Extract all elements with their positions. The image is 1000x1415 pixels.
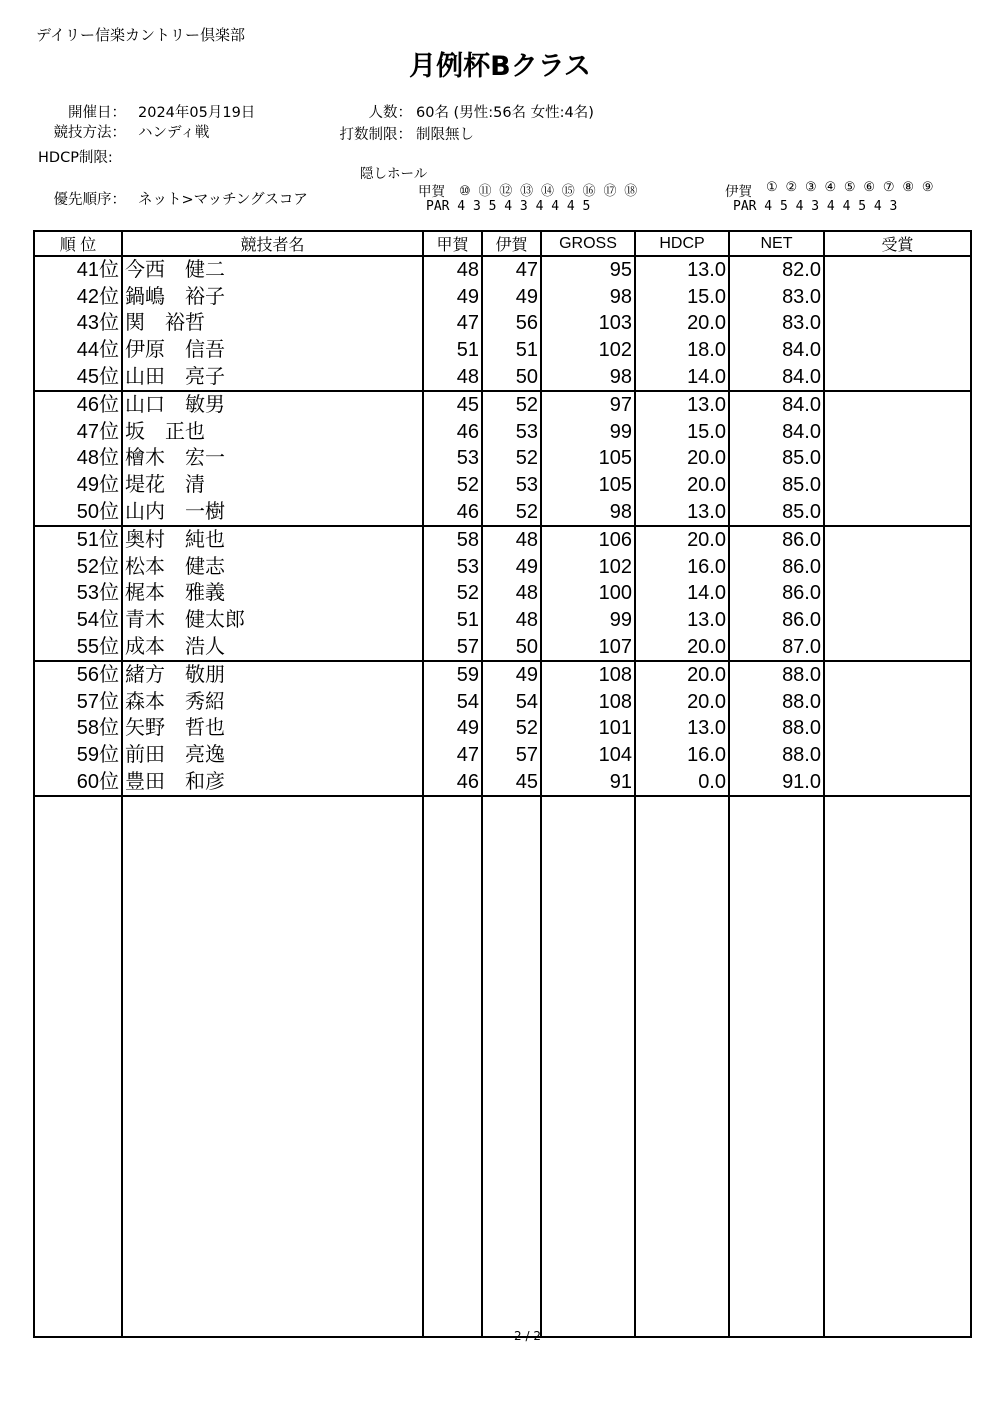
hdcp-cell: 20.0: [635, 633, 729, 661]
out-score-cell: 46: [423, 498, 482, 526]
out-score-cell: 58: [423, 526, 482, 554]
participants-label: 人数：: [368, 105, 412, 121]
out-score-cell: 48: [423, 256, 482, 284]
net-cell: 83.0: [729, 310, 824, 337]
name-cell: 森本 秀紹: [122, 689, 423, 716]
col-rank-header: 順 位: [34, 231, 122, 256]
gross-cell: 98: [541, 363, 635, 391]
rank-cell: 54位: [34, 607, 122, 634]
out-hole-numbers: ⑩ ⑪ ⑫ ⑬ ⑭ ⑮ ⑯ ⑰ ⑱: [459, 184, 638, 199]
award-cell: [824, 580, 971, 607]
in-course-name: 伊賀: [725, 184, 752, 200]
in-score-cell: 48: [482, 580, 541, 607]
gross-cell: 97: [541, 391, 635, 419]
rank-cell: 42位: [34, 284, 122, 311]
col-out-header: 甲賀: [423, 231, 482, 256]
award-cell: [824, 661, 971, 689]
gross-cell: 99: [541, 419, 635, 446]
method-value: ハンディ戦: [138, 125, 210, 141]
in-score-cell: 48: [482, 526, 541, 554]
hdcp-cell: 16.0: [635, 554, 729, 581]
award-cell: [824, 742, 971, 769]
table-row: [34, 689, 971, 716]
table-row: [34, 715, 971, 742]
gross-cell: 108: [541, 689, 635, 716]
in-score-cell: 54: [482, 689, 541, 716]
award-cell: [824, 526, 971, 554]
hdcp-cell: 15.0: [635, 419, 729, 446]
rank-cell: 43位: [34, 310, 122, 337]
table-row: [34, 580, 971, 607]
out-score-cell: 59: [423, 661, 482, 689]
rank-cell: 48位: [34, 445, 122, 472]
net-cell: 86.0: [729, 607, 824, 634]
award-cell: [824, 310, 971, 337]
gross-cell: 102: [541, 337, 635, 364]
gross-cell: 107: [541, 633, 635, 661]
in-score-cell: 52: [482, 445, 541, 472]
name-cell: 梶本 雅義: [122, 580, 423, 607]
gross-cell: 105: [541, 472, 635, 499]
col-in-header: 伊賀: [482, 231, 541, 256]
hdcp-cell: 20.0: [635, 472, 729, 499]
table-row: [34, 607, 971, 634]
gross-cell: 106: [541, 526, 635, 554]
table-row: [34, 661, 971, 689]
out-score-cell: 49: [423, 284, 482, 311]
name-cell: 坂 正也: [122, 419, 423, 446]
hdcp-cell: 13.0: [635, 607, 729, 634]
award-cell: [824, 419, 971, 446]
in-par-values: PAR 4 5 4 3 4 4 5 4 3: [733, 199, 898, 214]
in-score-cell: 49: [482, 284, 541, 311]
results-body: [34, 256, 971, 1337]
rank-cell: 58位: [34, 715, 122, 742]
in-score-cell: 48: [482, 607, 541, 634]
col-gross-header: GROSS: [541, 231, 635, 256]
out-score-cell: 46: [423, 419, 482, 446]
award-cell: [824, 472, 971, 499]
table-row: [34, 445, 971, 472]
name-cell: 奥村 純也: [122, 526, 423, 554]
rank-cell: 41位: [34, 256, 122, 284]
name-cell: 山田 亮子: [122, 363, 423, 391]
out-score-cell: 53: [423, 445, 482, 472]
gross-cell: 95: [541, 256, 635, 284]
award-cell: [824, 445, 971, 472]
net-cell: 88.0: [729, 689, 824, 716]
name-cell: 矢野 哲也: [122, 715, 423, 742]
rank-cell: 59位: [34, 742, 122, 769]
out-score-cell: 45: [423, 391, 482, 419]
rank-cell: 60位: [34, 768, 122, 796]
table-row: [34, 768, 971, 796]
net-cell: 87.0: [729, 633, 824, 661]
out-score-cell: 46: [423, 768, 482, 796]
out-score-cell: 54: [423, 689, 482, 716]
rank-cell: 46位: [34, 391, 122, 419]
method-label: 競技方法：: [53, 125, 126, 141]
hdcp-cell: 18.0: [635, 337, 729, 364]
gross-cell: 108: [541, 661, 635, 689]
name-cell: 檜木 宏一: [122, 445, 423, 472]
in-score-cell: 52: [482, 391, 541, 419]
rank-cell: 55位: [34, 633, 122, 661]
priority-value: ネット>マッチングスコア: [138, 192, 308, 208]
table-row: [34, 633, 971, 661]
net-cell: 85.0: [729, 498, 824, 526]
hdcp-limit-label: HDCP制限:: [38, 150, 113, 166]
gross-cell: 99: [541, 607, 635, 634]
rank-cell: 47位: [34, 419, 122, 446]
name-cell: 山内 一樹: [122, 498, 423, 526]
results-table: [33, 230, 972, 1338]
gross-cell: 101: [541, 715, 635, 742]
net-cell: 86.0: [729, 554, 824, 581]
hdcp-cell: 0.0: [635, 768, 729, 796]
table-row: [34, 498, 971, 526]
in-score-cell: 57: [482, 742, 541, 769]
net-cell: 85.0: [729, 472, 824, 499]
hdcp-cell: 15.0: [635, 284, 729, 311]
out-score-cell: 53: [423, 554, 482, 581]
hdcp-cell: 13.0: [635, 391, 729, 419]
award-cell: [824, 554, 971, 581]
net-cell: 84.0: [729, 363, 824, 391]
name-cell: 伊原 信吾: [122, 337, 423, 364]
award-cell: [824, 256, 971, 284]
table-row: [34, 337, 971, 364]
in-score-cell: 50: [482, 363, 541, 391]
table-header-row: [34, 231, 971, 256]
in-score-cell: 52: [482, 715, 541, 742]
in-score-cell: 49: [482, 661, 541, 689]
net-cell: 88.0: [729, 661, 824, 689]
rank-cell: 56位: [34, 661, 122, 689]
date-value: 2024年05月19日: [138, 105, 256, 121]
stroke-limit-value: 制限無し: [416, 127, 474, 143]
out-course-name: 甲賀: [418, 184, 445, 200]
award-cell: [824, 689, 971, 716]
hdcp-cell: 20.0: [635, 661, 729, 689]
out-score-cell: 47: [423, 742, 482, 769]
hdcp-cell: 20.0: [635, 689, 729, 716]
out-score-cell: 57: [423, 633, 482, 661]
name-cell: 鍋嶋 裕子: [122, 284, 423, 311]
in-score-cell: 56: [482, 310, 541, 337]
table-row: [34, 526, 971, 554]
gross-cell: 104: [541, 742, 635, 769]
net-cell: 88.0: [729, 715, 824, 742]
hdcp-cell: 13.0: [635, 715, 729, 742]
net-cell: 91.0: [729, 768, 824, 796]
award-cell: [824, 498, 971, 526]
out-score-cell: 51: [423, 337, 482, 364]
gross-cell: 105: [541, 445, 635, 472]
out-score-cell: 47: [423, 310, 482, 337]
rank-cell: 51位: [34, 526, 122, 554]
net-cell: 82.0: [729, 256, 824, 284]
table-row: [34, 391, 971, 419]
out-score-cell: 49: [423, 715, 482, 742]
name-cell: 成本 浩人: [122, 633, 423, 661]
hdcp-cell: 13.0: [635, 256, 729, 284]
net-cell: 86.0: [729, 526, 824, 554]
award-cell: [824, 363, 971, 391]
gross-cell: 98: [541, 498, 635, 526]
net-cell: 85.0: [729, 445, 824, 472]
page-number: 2 / 2: [514, 1329, 541, 1343]
col-hdcp-header: HDCP: [635, 231, 729, 256]
hdcp-cell: 14.0: [635, 363, 729, 391]
net-cell: 86.0: [729, 580, 824, 607]
name-cell: 豊田 和彦: [122, 768, 423, 796]
rank-cell: 52位: [34, 554, 122, 581]
hdcp-cell: 20.0: [635, 310, 729, 337]
in-score-cell: 53: [482, 472, 541, 499]
page-title: 月例杯Bクラス: [409, 51, 591, 82]
in-score-cell: 52: [482, 498, 541, 526]
rank-cell: 57位: [34, 689, 122, 716]
name-cell: 山口 敏男: [122, 391, 423, 419]
hdcp-cell: 13.0: [635, 498, 729, 526]
participants-value: 60名 (男性:56名 女性:4名): [416, 105, 594, 121]
in-score-cell: 49: [482, 554, 541, 581]
out-score-cell: 48: [423, 363, 482, 391]
hdcp-cell: 20.0: [635, 445, 729, 472]
net-cell: 84.0: [729, 419, 824, 446]
name-cell: 関 裕哲: [122, 310, 423, 337]
in-score-cell: 53: [482, 419, 541, 446]
gross-cell: 91: [541, 768, 635, 796]
name-cell: 緒方 敬朋: [122, 661, 423, 689]
table-row: [34, 284, 971, 311]
name-cell: 今西 健二: [122, 256, 423, 284]
award-cell: [824, 337, 971, 364]
empty-filler-row: [34, 796, 971, 1337]
club-name: デイリー信楽カントリー倶楽部: [36, 26, 245, 44]
award-cell: [824, 633, 971, 661]
net-cell: 84.0: [729, 391, 824, 419]
net-cell: 84.0: [729, 337, 824, 364]
gross-cell: 103: [541, 310, 635, 337]
out-score-cell: 51: [423, 607, 482, 634]
table-row: [34, 256, 971, 284]
col-net-header: NET: [729, 231, 824, 256]
award-cell: [824, 607, 971, 634]
table-row: [34, 419, 971, 446]
out-score-cell: 52: [423, 472, 482, 499]
name-cell: 前田 亮逸: [122, 742, 423, 769]
stroke-limit-label: 打数制限：: [339, 127, 412, 143]
table-row: [34, 472, 971, 499]
name-cell: 松本 健志: [122, 554, 423, 581]
out-par-values: PAR 4 3 5 4 3 4 4 4 5: [426, 199, 591, 214]
in-score-cell: 47: [482, 256, 541, 284]
table-row: [34, 310, 971, 337]
rank-cell: 49位: [34, 472, 122, 499]
hdcp-cell: 14.0: [635, 580, 729, 607]
gross-cell: 100: [541, 580, 635, 607]
rank-cell: 50位: [34, 498, 122, 526]
in-score-cell: 45: [482, 768, 541, 796]
hidden-holes-label: 隠しホール: [360, 166, 428, 182]
award-cell: [824, 768, 971, 796]
rank-cell: 45位: [34, 363, 122, 391]
in-hole-numbers: ① ② ③ ④ ⑤ ⑥ ⑦ ⑧ ⑨: [766, 180, 934, 195]
col-award-header: 受賞: [824, 231, 971, 256]
rank-cell: 53位: [34, 580, 122, 607]
in-score-cell: 50: [482, 633, 541, 661]
rank-cell: 44位: [34, 337, 122, 364]
out-score-cell: 52: [423, 580, 482, 607]
hdcp-cell: 16.0: [635, 742, 729, 769]
priority-label: 優先順序：: [53, 192, 126, 208]
name-cell: 堤花 清: [122, 472, 423, 499]
gross-cell: 98: [541, 284, 635, 311]
table-row: [34, 742, 971, 769]
net-cell: 83.0: [729, 284, 824, 311]
in-score-cell: 51: [482, 337, 541, 364]
table-row: [34, 363, 971, 391]
award-cell: [824, 391, 971, 419]
net-cell: 88.0: [729, 742, 824, 769]
gross-cell: 102: [541, 554, 635, 581]
award-cell: [824, 715, 971, 742]
table-row: [34, 554, 971, 581]
award-cell: [824, 284, 971, 311]
col-name-header: 競技者名: [122, 231, 423, 256]
hdcp-cell: 20.0: [635, 526, 729, 554]
name-cell: 青木 健太郎: [122, 607, 423, 634]
date-label: 開催日：: [68, 105, 126, 121]
